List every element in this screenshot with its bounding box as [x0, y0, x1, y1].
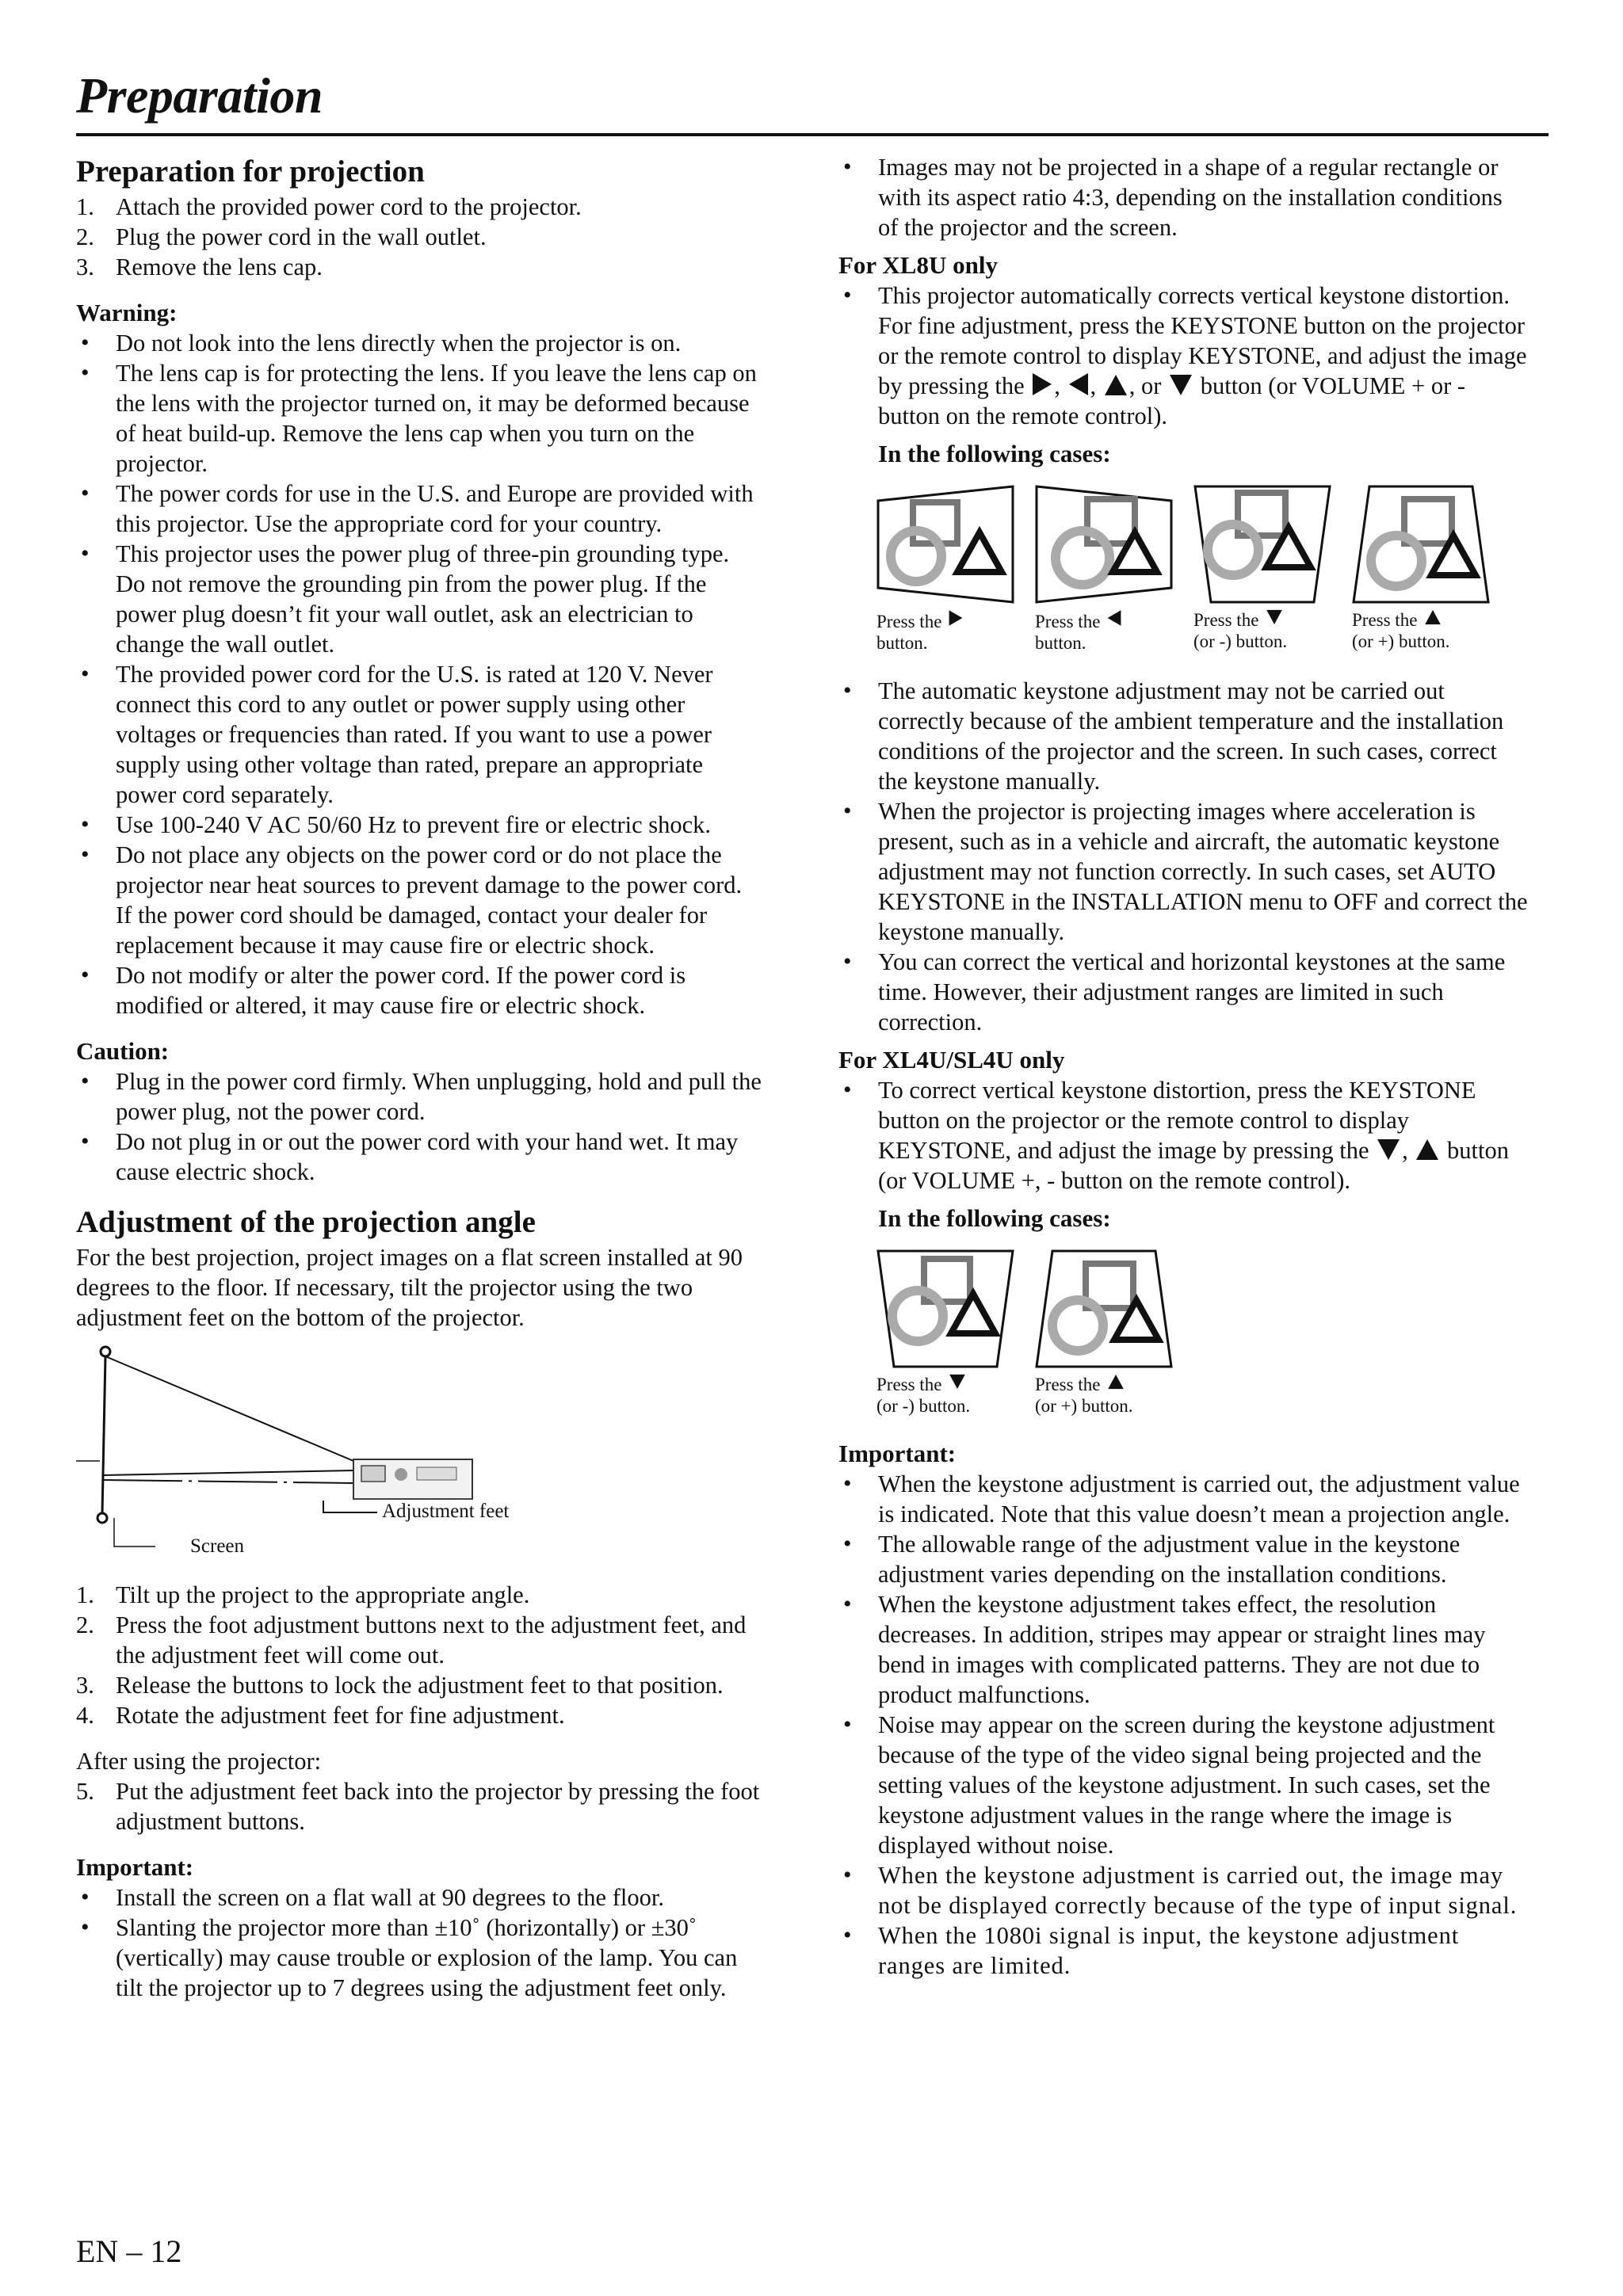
projection-angle-illustration — [76, 1342, 615, 1580]
prep-steps — [76, 192, 762, 282]
list-item: • Slanting the projector more than ±10˚ (horizontally) or ±30˚ (vertically) may cause trouble or explosion of the lamp. You can tilt the projector up to 7 degrees using the adjustment feet only. — [76, 1913, 762, 2003]
list-item: • When the keystone adjustment is carried out, the adjustment value is indicated. Note that this value doesn’t mean a projection angle. — [838, 1469, 1528, 1529]
list-item: • Plug in the power cord firmly. When unplugging, hold and pull the power plug, not the power cord. — [76, 1066, 762, 1127]
caution-list — [76, 1066, 762, 1187]
list-item: 2. Press the foot adjustment buttons next to the adjustment feet, and the adjustment feet will come out. — [76, 1611, 747, 1669]
right-triangle-icon — [949, 610, 963, 626]
xl8u-notes — [838, 676, 1528, 1037]
keystone-up-illustration — [1035, 1249, 1173, 1368]
keystone-example — [876, 485, 1014, 654]
list-item: • Do not plug in or out the power cord with your hand wet. It may cause electric shock. — [76, 1127, 762, 1187]
list-item: • The automatic keystone adjustment may not be carried out correctly because of the ambient temperature and the installation conditions of the projector and the screen. In such cases, correct the keystone manually. — [838, 676, 1528, 796]
important-label: Important: — [838, 1440, 957, 1467]
keystone-caption: Press the (or -) button. — [1193, 610, 1288, 651]
keystone-example — [1352, 485, 1490, 654]
list-item: • This projector uses the power plug of three-pin grounding type. Do not remove the grounding pin from the power plug. If the power plug doesn’t fit your wall outlet, ask an electrician to change the wall outlet. — [76, 539, 762, 659]
down-triangle-icon — [1266, 610, 1282, 624]
angle-heading: Adjustment of the projection angle — [76, 1205, 536, 1239]
list-item: 2. Plug the power cord in the wall outlet. — [76, 223, 487, 250]
up-triangle-icon — [1105, 375, 1127, 395]
keystone-example — [1035, 485, 1173, 654]
keystone-caption: Press the button. — [876, 607, 1014, 654]
keystone-right-illustration — [876, 485, 1014, 604]
keystone-down-illustration — [1193, 485, 1331, 604]
list-item: 1. Attach the provided power cord to the projector. — [76, 193, 582, 220]
down-triangle-icon — [1377, 1139, 1400, 1160]
list-item: 4. Rotate the adjustment feet for fine adjustment. — [76, 1702, 565, 1729]
up-triangle-icon — [1425, 610, 1441, 624]
list-item: • This projector automatically corrects vertical keystone distortion. For fine adjustment, press the KEYSTONE button on the projector or the remote control to display KEYSTONE, and adjust the image by pressing the , , , or button (or VOLUME + or - button on the remote control). — [838, 280, 1528, 431]
projection-angle-diagram — [76, 1342, 615, 1580]
up-triangle-icon — [1416, 1139, 1438, 1160]
xl4u-instructions — [838, 1075, 1528, 1196]
page-title: Preparation — [76, 67, 323, 124]
page-number: EN – 12 — [76, 2233, 182, 2269]
keystone-caption: Press the (or +) button. — [1035, 1375, 1133, 1416]
list-item: • The lens cap is for protecting the lens. If you leave the lens cap on the lens with the projector turned on, it may be deformed because of heat build-up. Remove the lens cap when you turn on the projector. — [76, 358, 762, 479]
after-using-label: After using the projector: — [76, 1748, 322, 1775]
xl8u-cases-label: In the following cases: — [878, 440, 1111, 467]
keystone-example — [876, 1249, 1014, 1417]
xl4u-label: For XL4U/SL4U only — [838, 1046, 1065, 1074]
list-item: 1. Tilt up the project to the appropriate angle. — [76, 1581, 530, 1608]
left-triangle-icon — [1108, 610, 1121, 626]
adjustment-feet-label: Adjustment feet — [382, 1501, 510, 1522]
warning-list — [76, 328, 762, 1020]
list-item: • You can correct the vertical and horizontal keystones at the same time. However, their adjustment ranges are limited in such correction. — [838, 947, 1528, 1037]
after-using-steps — [76, 1776, 762, 1836]
list-item: • Do not place any objects on the power cord or do not place the projector near heat sources to prevent damage to the power cord. If the power cord should be damaged, contact your dealer for replacement because it may cause fire or electric shock. — [76, 840, 762, 960]
right-triangle-icon — [1033, 373, 1052, 395]
list-item: • The allowable range of the adjustment value in the keystone adjustment varies depending on the installation conditions. — [838, 1529, 1528, 1589]
important-label: Important: — [76, 1853, 194, 1881]
xl8u-keystone-examples — [876, 485, 1528, 654]
screen-label: Screen — [190, 1535, 245, 1557]
xl8u-label: For XL8U only — [838, 251, 998, 279]
xl4u-cases-label: In the following cases: — [878, 1204, 1111, 1232]
warning-label: Warning: — [76, 299, 178, 326]
keystone-up-illustration — [1352, 485, 1490, 604]
down-triangle-icon — [1170, 375, 1192, 395]
keystone-example — [1035, 1249, 1173, 1417]
list-item: • When the 1080i signal is input, the keystone adjustment ranges are limited. — [838, 1920, 1528, 1981]
list-item: • Use 100-240 V AC 50/60 Hz to prevent fire or electric shock. — [76, 810, 762, 840]
list-item: • Noise may appear on the screen during the keystone adjustment because of the type of the video signal being projected and the setting values of the keystone adjustment. In such cases, set the keystone adjustment values in the range where the image is displayed without noise. — [838, 1710, 1528, 1860]
xl8u-instructions — [838, 280, 1528, 431]
keystone-caption: Press the (or -) button. — [876, 1375, 971, 1416]
prep-heading: Preparation for projection — [76, 154, 425, 189]
down-triangle-icon — [949, 1375, 965, 1389]
list-item: • Install the screen on a flat wall at 90 degrees to the floor. — [76, 1882, 762, 1913]
list-item: • When the keystone adjustment is carried out, the image may not be displayed correctly because of the type of input signal. — [838, 1860, 1528, 1920]
list-item: • When the keystone adjustment takes effect, the resolution decreases. In addition, stripes may appear or straight lines may bend in images with complicated patterns. They are not due to product malfunctions. — [838, 1589, 1528, 1710]
title-rule — [76, 133, 1549, 136]
list-item: 3. Release the buttons to lock the adjustment feet to that position. — [76, 1672, 724, 1699]
important-list — [838, 1469, 1528, 1860]
left-triangle-icon — [1069, 373, 1088, 395]
right-column — [838, 152, 1528, 1981]
list-item: • Do not modify or alter the power cord. If the power cord is modified or altered, it may cause fire or electric shock. — [76, 960, 762, 1020]
list-item: • To correct vertical keystone distortion, press the KEYSTONE button on the projector or the remote control to display KEYSTONE, and adjust the image by pressing the , button (or VOLUME +, - button on the remote control). — [838, 1075, 1528, 1196]
keystone-example — [1193, 485, 1331, 654]
important-list — [76, 1882, 762, 2003]
list-item: • The power cords for use in the U.S. and Europe are provided with this projector. Use the appropriate cord for your country. — [76, 479, 762, 539]
list-item: • Images may not be projected in a shape of a regular rectangle or with its aspect ratio 4:3, depending on the installation conditions of the projector and the screen. — [838, 152, 1528, 242]
keystone-caption: Press the (or +) button. — [1352, 610, 1450, 651]
keystone-caption: Press the button. — [1035, 607, 1173, 654]
list-item: 5. Put the adjustment feet back into the projector by pressing the foot adjustment buttons. — [76, 1778, 760, 1835]
list-item: • When the projector is projecting images where acceleration is present, such as in a vehicle and aircraft, the automatic keystone adjustment may not function correctly. In such cases, set AUTO KEYSTONE in the INSTALLATION menu to OFF and correct the keystone manually. — [838, 796, 1528, 947]
caution-label: Caution: — [76, 1037, 170, 1065]
up-triangle-icon — [1108, 1375, 1124, 1389]
list-item: • The provided power cord for the U.S. is rated at 120 V. Never connect this cord to any outlet or power supply using other voltages or frequencies than rated. If you want to use a power supply using other voltage than rated, prepare an appropriate power cord separately. — [76, 659, 762, 810]
list-item: • Do not look into the lens directly when the projector is on. — [76, 328, 762, 358]
angle-intro: For the best projection, project images on a flat screen installed at 90 degrees to the floor. If necessary, tilt the projector using the two adjustment feet on the bottom of the projector. — [76, 1244, 743, 1331]
angle-steps — [76, 1580, 762, 1730]
list-item: 3. Remove the lens cap. — [76, 254, 323, 280]
left-column — [76, 152, 762, 2003]
aspect-note-list — [838, 152, 1528, 242]
keystone-left-illustration — [1035, 485, 1173, 604]
keystone-down-illustration — [876, 1249, 1014, 1368]
important-list-continued — [838, 1860, 1528, 1981]
xl4u-keystone-examples — [876, 1249, 1528, 1417]
